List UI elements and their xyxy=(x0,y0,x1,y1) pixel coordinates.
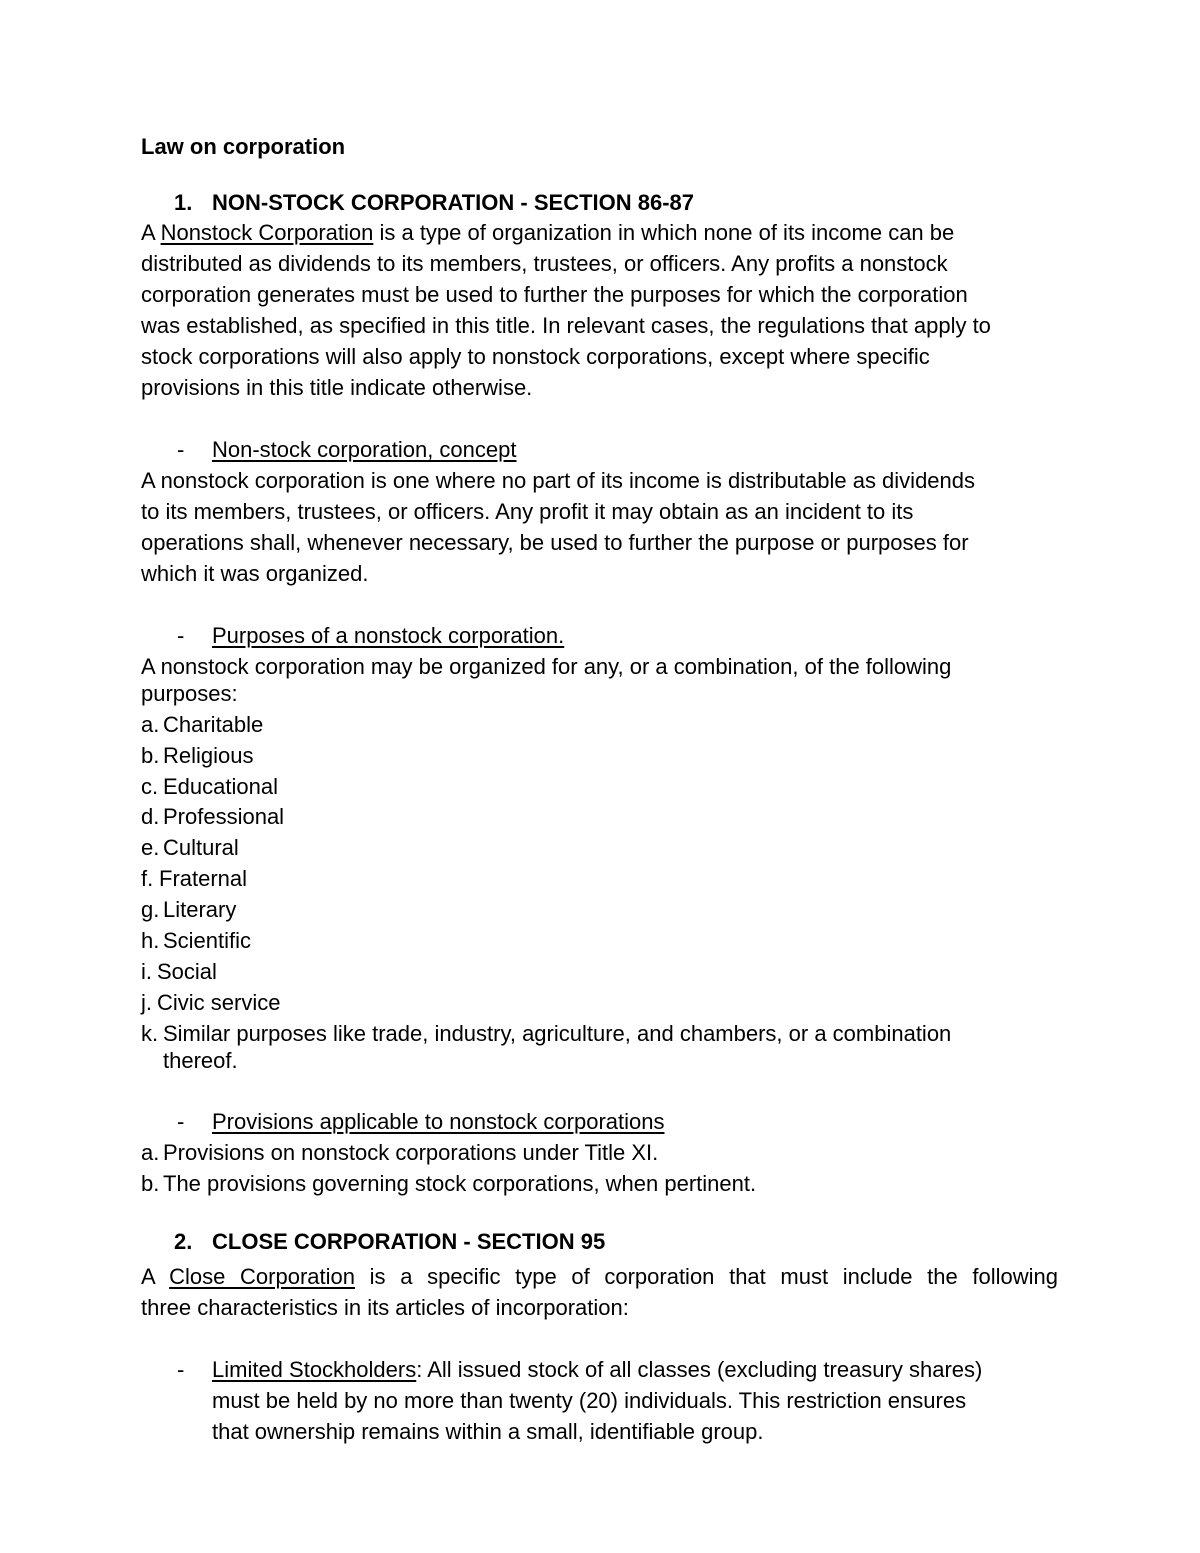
list-item: j. Civic service xyxy=(141,990,281,1015)
section-1-number: 1. xyxy=(174,190,193,215)
close-corporation-term: Close Corporation xyxy=(169,1264,355,1289)
list-item: i. Social xyxy=(141,959,217,984)
list-item: a. Provisions on nonstock corporations under Title XI. xyxy=(141,1140,659,1165)
limited-stockholders-line-2: must be held by no more than twenty (20) individuals. This restriction ensures xyxy=(212,1388,967,1413)
purposes-line-2: purposes: xyxy=(141,681,238,706)
section-2-intro-line-2: three characteristics in its articles of incorporation: xyxy=(141,1295,629,1320)
intro-rest: is a type of organization in which none of its income can be xyxy=(373,220,955,245)
concept-line-2: to its members, trustees, or officers. Any profit it may obtain as an incident to its xyxy=(141,499,914,524)
intro-prefix: A xyxy=(141,1264,170,1289)
concept-subheading xyxy=(177,435,517,465)
section-1-intro-line-4: was established, as specified in this title. In relevant cases, the regulations that apply to xyxy=(141,313,991,338)
section-1-title: NON-STOCK CORPORATION - SECTION 86-87 xyxy=(212,190,695,215)
limited-stockholders-rest: : All issued stock of all classes (excluding treasury shares) xyxy=(416,1357,983,1382)
provisions-subheading xyxy=(177,1107,664,1137)
section-1-intro-line-3: corporation generates must be used to further the purposes for which the corporation xyxy=(141,282,968,307)
concept-line-1: A nonstock corporation is one where no part of its income is distributable as dividends xyxy=(141,468,976,493)
list-item: d. Professional xyxy=(141,804,285,829)
list-item: g. Literary xyxy=(141,897,237,922)
nonstock-corporation-term: Nonstock Corporation xyxy=(160,220,374,245)
dash-bullet: - xyxy=(177,1109,185,1134)
list-item: h. Scientific xyxy=(141,928,252,953)
section-1-intro-line-6: provisions in this title indicate otherwise. xyxy=(141,375,533,400)
list-item: k. Similar purposes like trade, industry, agriculture, and chambers, or a combination xyxy=(141,1021,952,1046)
list-item-continuation: thereof. xyxy=(163,1048,238,1073)
intro-prefix: A xyxy=(141,220,161,245)
limited-stockholders-label: Limited Stockholders xyxy=(212,1357,417,1382)
concept-line-3: operations shall, whenever necessary, be used to further the purpose or purposes for xyxy=(141,530,969,555)
list-item: c. Educational xyxy=(141,774,278,799)
section-1-intro-line-2: distributed as dividends to its members, trustees, or officers. Any profits a nonstock xyxy=(141,251,948,276)
list-item: e. Cultural xyxy=(141,835,239,860)
section-1-intro-line-5: stock corporations will also apply to nonstock corporations, except where specific xyxy=(141,344,930,369)
purposes-label: Purposes of a nonstock corporation. xyxy=(212,623,565,648)
section-2-number: 2. xyxy=(174,1229,193,1254)
section-2-intro-line-1 xyxy=(141,1262,1058,1292)
concept-line-4: which it was organized. xyxy=(141,561,369,586)
purposes-subheading xyxy=(177,621,564,651)
dash-bullet: - xyxy=(177,1357,185,1382)
section-1-heading xyxy=(174,188,694,218)
list-item: b. The provisions governing stock corporations, when pertinent. xyxy=(141,1171,757,1196)
dash-bullet: - xyxy=(177,437,185,462)
list-item: f. Fraternal xyxy=(141,866,248,891)
purposes-line-1: A nonstock corporation may be organized for any, or a combination, of the following xyxy=(141,654,952,679)
list-item: b. Religious xyxy=(141,743,254,768)
limited-stockholders-item xyxy=(177,1355,982,1385)
section-2-heading xyxy=(174,1227,605,1257)
concept-label: Non-stock corporation, concept xyxy=(212,437,517,462)
provisions-label: Provisions applicable to nonstock corporations xyxy=(212,1109,665,1134)
intro-rest: is a specific type of corporation that must include the following xyxy=(354,1264,1058,1289)
list-item: a. Charitable xyxy=(141,712,264,737)
section-2-title: CLOSE CORPORATION - SECTION 95 xyxy=(212,1229,606,1254)
section-1-intro-line-1 xyxy=(141,218,954,248)
document-title: Law on corporation xyxy=(141,134,346,159)
dash-bullet: - xyxy=(177,623,185,648)
limited-stockholders-line-3: that ownership remains within a small, identifiable group. xyxy=(212,1419,764,1444)
